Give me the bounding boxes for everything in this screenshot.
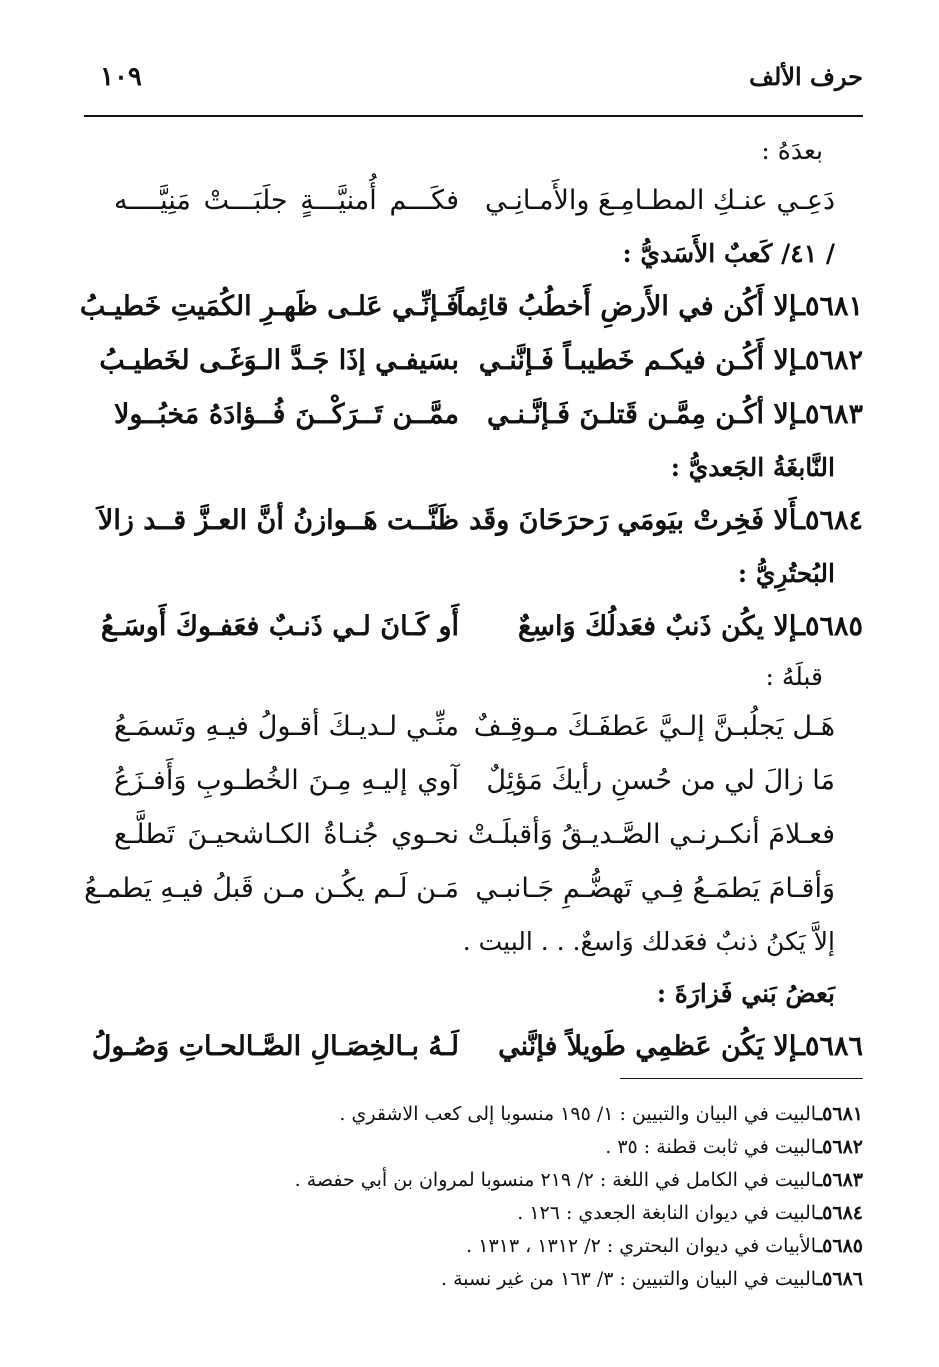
verse-second-hemistich: منِّـي لـديـكَ أقـولُ فيـهِ وتَسمَـعُ xyxy=(114,711,459,742)
verse-number: ٥٦٨٥ـ xyxy=(797,611,863,642)
verse-second-hemistich: آوي إليـهِ مِـنَ الخُطـوبِ وَأَفـزَعُ xyxy=(114,765,459,796)
verse-text: إلا أَكُن في الأَرضِ أَخطُبُ قائِماً xyxy=(456,291,798,322)
page-header xyxy=(82,62,863,110)
footnote xyxy=(84,1197,863,1230)
verse-first-hemistich: فعـلامَ أنكـرنـي الصَّـديـقُ وَأقبلَـتْ xyxy=(467,819,835,850)
footnote-text: البيت في ديوان النابغة الجعدي : ١٢٦ . xyxy=(517,1202,817,1224)
verse-second-hemistich: بسَيفـي إذَا جَـدَّ الـوَغَـى لخَطيـبُ xyxy=(99,345,459,376)
footnote xyxy=(84,1230,863,1263)
verse-first-hemistich xyxy=(469,494,863,548)
intro-before: قبلَهُ : xyxy=(765,662,823,691)
footnote-text: البيت في البيان والتبيين : ١/ ١٩٥ منسوبا إلى كعب الاشقري . xyxy=(339,1103,817,1125)
verse-first-hemistich: هَـل يَجلُبـنَّ إلـيَّ عَطفَـكَ مـوقِـفٌ xyxy=(473,711,835,742)
verse-first-hemistich xyxy=(486,388,863,442)
footnote-number: ٥٦٨٢ـ xyxy=(816,1136,863,1158)
verse-line xyxy=(84,1020,863,1074)
verse-first-hemistich: وَأقـامَ يَطمَـعُ فِـي تَهضُّـمِ جَـانبـي xyxy=(475,873,835,904)
verse-text: إلا أكُـن مِمَّـن قَتلـنَ فَـإنَّـنـي xyxy=(486,399,798,430)
quoted-line: إلاَّ يَكنُ ذنبٌ فعَدلك وَاسعٌ. . . البيت . xyxy=(462,927,835,956)
verse-number: ٥٦٨١ـ xyxy=(797,291,863,322)
verse-line xyxy=(79,280,863,334)
verse-first-hemistich: مَا زالَ لي من حُسنِ رأيكَ مَؤئِلٌ xyxy=(486,765,835,796)
verse-number: ٥٦٨٢ـ xyxy=(797,345,863,376)
footnote xyxy=(84,1098,863,1131)
verse-second-hemistich: أَو كَـانَ لـي ذَنـبٌ فعَفـوكَ أَوسَـعُ xyxy=(100,611,459,642)
footnote-text: البيت في الكامل في اللغة : ٢/ ٢١٩ منسوبا لمروان بن أبي حفصة . xyxy=(294,1169,817,1191)
verse-line xyxy=(84,388,863,442)
poetry-body xyxy=(79,128,863,1074)
verse-first-hemistich xyxy=(478,334,863,388)
footnote xyxy=(84,1263,863,1296)
verse-number: ٥٦٨٤ـ xyxy=(797,505,863,536)
verse-first-hemistich xyxy=(498,1020,863,1074)
poet-heading-kaab: / ٤١/ كَعبٌ الأَسَديُّ : xyxy=(622,239,835,268)
verse-first-hemistich xyxy=(518,600,863,654)
verse-line xyxy=(84,334,863,388)
verse-second-hemistich: لَـهُ بـالخِصَـالِ الصَّـالحـاتِ وَصُـولُ xyxy=(91,1031,459,1062)
verse-line xyxy=(84,600,863,654)
footnote-text: الأبيات في ديوان البحتري : ٢/ ١٣١٢ ، ١٣١٣ . xyxy=(466,1235,817,1257)
verse-first-hemistich: دَعِـي عنـكِ المطـامِـعَ والأَمـانِـي xyxy=(484,185,835,216)
footnote-number: ٥٦٨٥ـ xyxy=(816,1235,863,1257)
verse-line xyxy=(84,494,863,548)
footnote-text: البيت في البيان والتبيين : ٣/ ١٦٣ من غير نسبة . xyxy=(441,1268,817,1290)
footnote xyxy=(84,1131,863,1164)
poet-heading-fazara: بَعضُ بَني فَزارَةَ : xyxy=(656,979,835,1008)
verse-text: إلا يكُن ذَنبٌ فعَدلُكَ وَاسِعٌ xyxy=(518,611,798,642)
verse-second-hemistich: ممَّــن تَــرَكْــنَ فُــؤادَهُ مَخبُــولا xyxy=(114,399,459,430)
verse-line xyxy=(84,700,863,754)
footnote xyxy=(84,1164,863,1197)
poet-heading-nabigha: النَّابغَةُ الجَعديُّ : xyxy=(670,453,835,482)
footnote-text: البيت في ثابت قطنة : ٣٥ . xyxy=(605,1136,817,1158)
header-rule xyxy=(84,115,863,117)
footnote-number: ٥٦٨٤ـ xyxy=(816,1202,863,1224)
verse-text: إلا أَكُـن فيكـم خَطيبـاً فَـإنَّنـي xyxy=(478,345,798,376)
verse-first-hemistich xyxy=(456,280,863,334)
verse-line xyxy=(84,754,863,808)
verse-text: إلا يَكُن عَظمِي طَويلاً فإنَّني xyxy=(498,1031,798,1062)
verse-second-hemistich: ظَنَّــت هَــوازنُ أنَّ العـزَّ قــد زالاَ xyxy=(97,505,459,536)
verse-second-hemistich: نحـوي جُنـاةُ الكـاشحيـنَ تَطلَّـع xyxy=(114,819,459,850)
page-number: ١٠٩ xyxy=(100,62,142,92)
verse-second-hemistich: مَـن لَـم يكُـن مـن قَبلُ فيـهِ يَطمـعُ xyxy=(84,873,459,904)
running-head: حرف الألف xyxy=(749,62,863,91)
verse-line xyxy=(84,862,863,916)
footnote-number: ٥٦٨٦ـ xyxy=(816,1268,863,1290)
intro-after: بعدَهُ : xyxy=(761,136,823,165)
verse-second-hemistich: فكَـــم أُمنيَّـــةٍ جلَبَـــتْ مَنِيَّــــه xyxy=(114,185,459,216)
verse-number: ٥٦٨٦ـ xyxy=(797,1031,863,1062)
footnote-rule xyxy=(620,1078,863,1079)
verse-second-hemistich: فَـإنِّـي عَلـى ظَهـرِ الكُمَيتِ خَطيـبُ xyxy=(79,291,459,322)
footnotes xyxy=(84,1098,863,1296)
verse-line xyxy=(84,808,863,862)
footnote-number: ٥٦٨٣ـ xyxy=(816,1169,863,1191)
verse-line xyxy=(84,174,863,228)
verse-number: ٥٦٨٣ـ xyxy=(797,399,863,430)
verse-text: أَلا فَخِرتْ بيَومَي رَحرَحَانَ وقَد xyxy=(469,505,798,536)
footnote-number: ٥٦٨١ـ xyxy=(816,1103,863,1125)
poet-heading-buhturi: البُحتُرِيُّ : xyxy=(737,559,835,588)
